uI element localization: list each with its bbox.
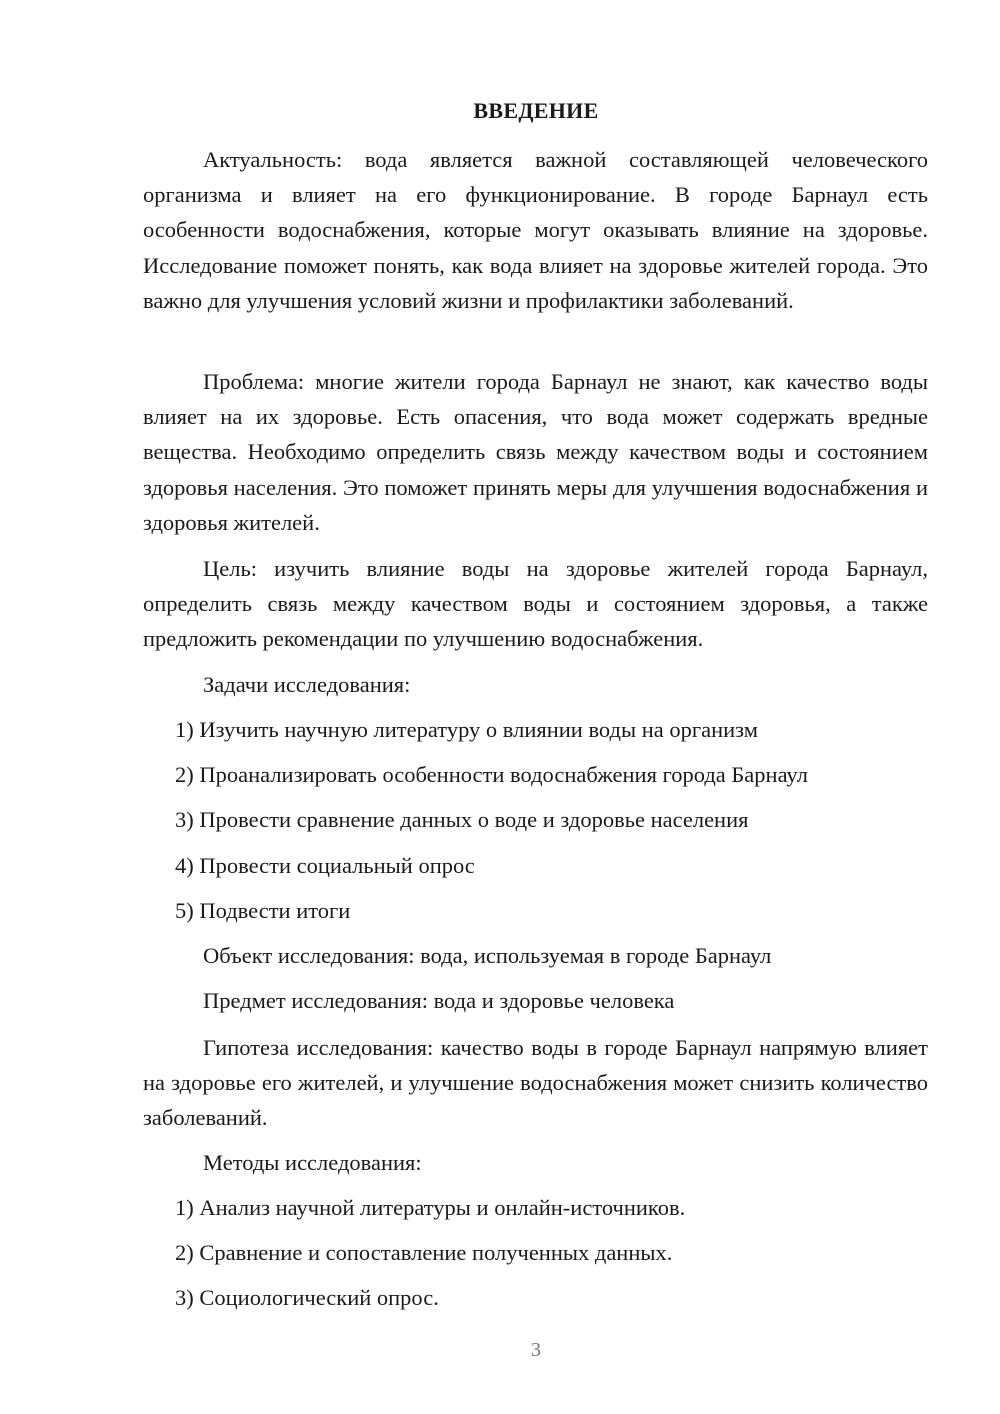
problem-paragraph: Проблема: многие жители города Барнаул не знают, как качество воды влияет на их здоровье. Есть опасения, что вода может содержать вредные вещества. Необходимо определить связь между качеством воды и состоянием здоровья населения. Это поможет принять меры для улучшения водоснабжения и здоровья жителей. bbox=[143, 369, 928, 535]
hypothesis-paragraph: Гипотеза исследования: качество воды в городе Барнаул напрямую влияет на здоровье его жителей, и улучшение водоснабжения может снизить количество заболеваний. bbox=[143, 1035, 928, 1131]
method-item: 2) Сравнение и сопоставление полученных данных. bbox=[175, 1240, 673, 1265]
task-item: 1) Изучить научную литературу о влиянии воды на организм bbox=[175, 717, 758, 742]
tasks-heading: Задачи исследования: bbox=[203, 672, 411, 697]
task-item: 2) Проанализировать особенности водоснабжения города Барнаул bbox=[175, 762, 808, 787]
methods-heading: Методы исследования: bbox=[203, 1150, 422, 1175]
goal-paragraph: Цель: изучить влияние воды на здоровье жителей города Барнаул, определить связь между качеством воды и состоянием здоровья, а также предложить рекомендации по улучшению водоснабжения. bbox=[143, 556, 928, 652]
relevance-paragraph: Актуальность: вода является важной составляющей человеческого организма и влияет на его функционирование. В городе Барнаул есть особенности водоснабжения, которые могут оказывать влияние на здоровье. Исследование поможет понять, как вода влияет на здоровье жителей города. Это важно для улучшения условий жизни и профилактики заболеваний. bbox=[143, 147, 928, 313]
research-subject: Предмет исследования: вода и здоровье человека bbox=[203, 988, 675, 1013]
task-item: 4) Провести социальный опрос bbox=[175, 853, 475, 878]
page-number: 3 bbox=[531, 1339, 541, 1361]
method-item: 1) Анализ научной литературы и онлайн-источников. bbox=[175, 1195, 686, 1220]
task-item: 5) Подвести итоги bbox=[175, 898, 351, 923]
task-item: 3) Провести сравнение данных о воде и здоровье населения bbox=[175, 807, 749, 832]
page-title: ВВЕДЕНИЕ bbox=[473, 98, 599, 123]
research-object: Объект исследования: вода, используемая в городе Барнаул bbox=[203, 943, 772, 968]
method-item: 3) Социологический опрос. bbox=[175, 1285, 439, 1310]
